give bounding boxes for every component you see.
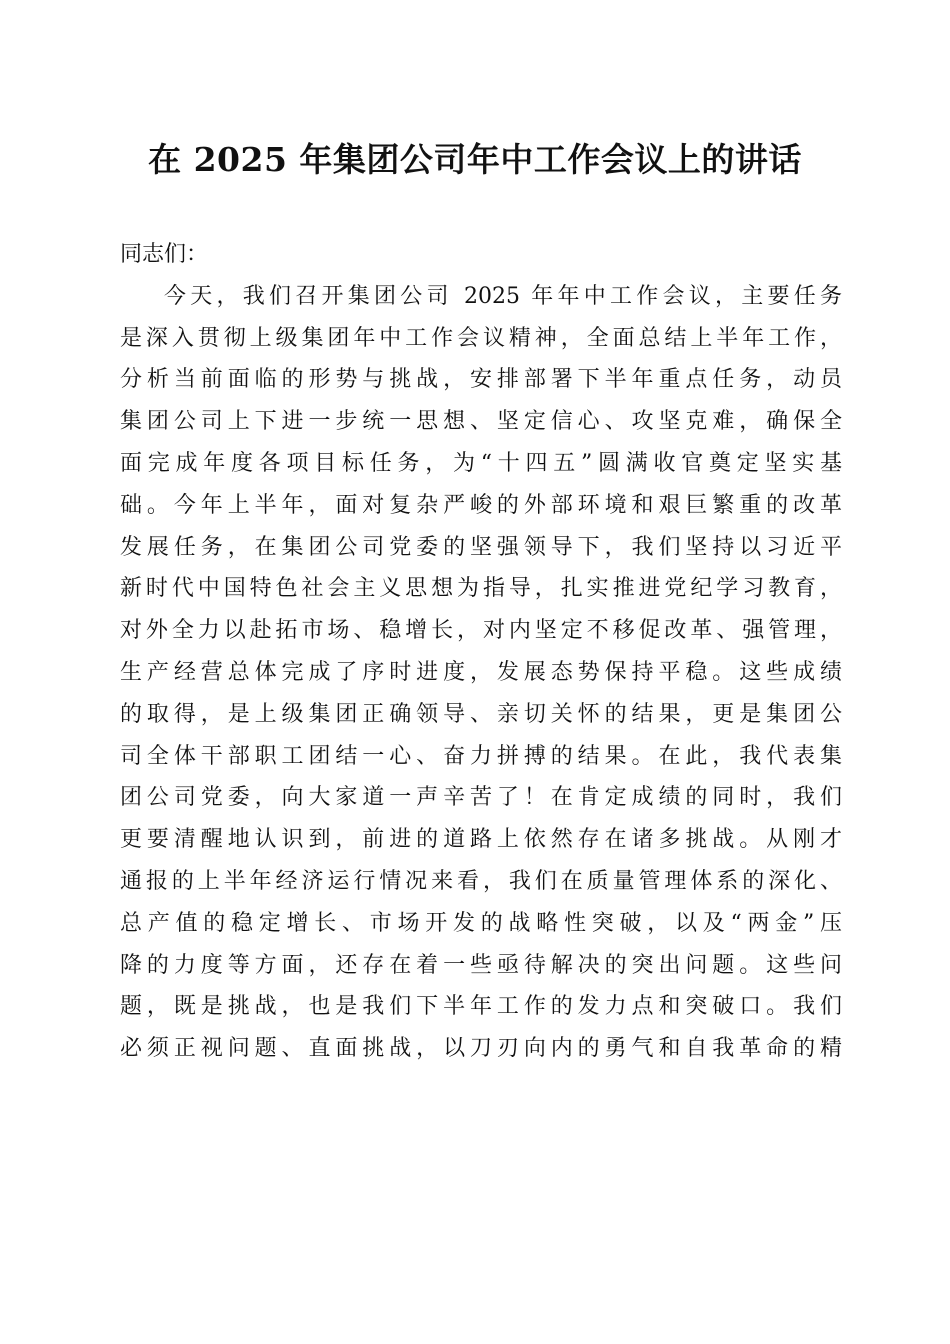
paragraph-line: 团公司党委，向大家道一声辛苦了！在肯定成绩的同时，我们: [120, 785, 842, 811]
salutation: 同志们：: [120, 242, 209, 267]
document-body: [120, 234, 842, 1070]
paragraph-line: 分析当前面临的形势与挑战，安排部署下半年重点任务，动员: [120, 367, 842, 393]
paragraph-line: 更要清醒地认识到，前进的道路上依然存在诸多挑战。从刚才: [120, 827, 842, 853]
paragraph-line: 降的力度等方面，还存在着一些亟待解决的突出问题。这些问: [120, 952, 842, 978]
paragraph-line: 集团公司上下进一步统一思想、坚定信心、攻坚克难，确保全: [120, 409, 842, 435]
paragraph-line: 新时代中国特色社会主义思想为指导，扎实推进党纪学习教育，: [120, 576, 842, 602]
paragraph-line: 面完成年度各项目标任务，为“十四五”圆满收官奠定坚实基: [120, 450, 842, 476]
paragraph-line: 必须正视问题、直面挑战，以刀刃向内的勇气和自我革命的精: [120, 1036, 842, 1062]
paragraph-line: 通报的上半年经济运行情况来看，我们在质量管理体系的深化、: [120, 868, 842, 894]
paragraph-line: 生产经营总体完成了序时进度，发展态势保持平稳。这些成绩: [120, 659, 842, 685]
paragraph-line: 对外全力以赴拓市场、稳增长，对内坚定不移促改革、强管理，: [120, 618, 842, 644]
paragraph-line: 础。今年上半年，面对复杂严峻的外部环境和艰巨繁重的改革: [120, 492, 842, 518]
paragraph-line: 的取得，是上级集团正确领导、亲切关怀的结果，更是集团公: [120, 701, 842, 727]
paragraph-line: 是深入贯彻上级集团年中工作会议精神，全面总结上半年工作，: [120, 325, 842, 351]
paragraph-line: 发展任务，在集团公司党委的坚强领导下，我们坚持以习近平: [120, 534, 842, 560]
document-title: 在 2025 年集团公司年中工作会议上的讲话: [148, 140, 802, 179]
paragraph-line: 题，既是挑战，也是我们下半年工作的发力点和突破口。我们: [120, 994, 842, 1020]
paragraph-line: 今天，我们召开集团公司 2025 年年中工作会议，主要任务: [164, 283, 842, 309]
paragraph-line: 司全体干部职工团结一心、奋力拼搏的结果。在此，我代表集: [120, 743, 842, 769]
paragraph-line: 总产值的稳定增长、市场开发的战略性突破，以及“两金”压: [120, 910, 842, 936]
